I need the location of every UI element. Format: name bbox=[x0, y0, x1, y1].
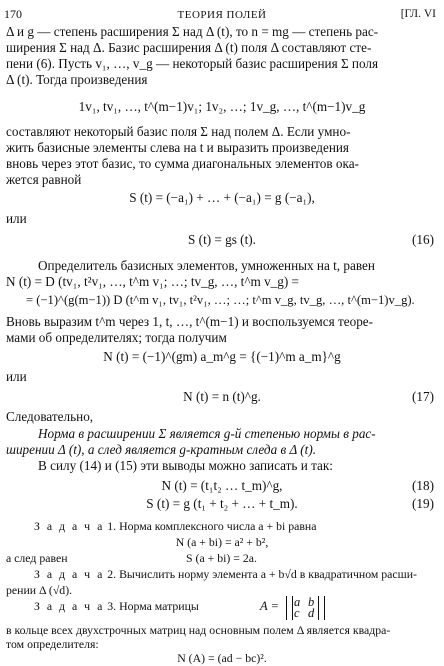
equation-18: N (t) = (t₁t₂ … t_m)^g, bbox=[161, 478, 283, 493]
matrix-cell: b bbox=[308, 595, 315, 609]
task-label: З а д а ч а bbox=[34, 519, 105, 533]
task-text: 3. Норма матрицы bbox=[107, 599, 199, 613]
text-line: В силу (14) и (15) эти выводы можно записать и так: bbox=[38, 458, 333, 473]
text-line: Следовательно, bbox=[6, 409, 94, 424]
text-line: составляют некоторый базис поля Σ над полем Δ. Если умно- bbox=[6, 124, 351, 139]
equation-trace: S (t) = gs (t). bbox=[188, 232, 256, 247]
text-line: жить базисные элементы слева на t и выразить произведения bbox=[6, 140, 349, 155]
theorem-line: ширении Δ (t), а след является g-кратным следа в Δ (t). bbox=[6, 442, 317, 457]
matrix-A bbox=[260, 596, 320, 620]
text-line: Δ и g — степень расширения Σ над Δ (t), то n = mg — степень рас- bbox=[6, 24, 379, 39]
running-title: ТЕОРИЯ ПОЛЕЙ bbox=[177, 9, 267, 21]
equation-number-19: (19) bbox=[412, 496, 434, 511]
equation-determinant-2: = (−1)^(g(m−1)) D (t^m v₁, tv₁, t²v₁, …; …; t^m v_g, tv_g, …, t^(m−1)v_g). bbox=[26, 293, 415, 307]
text-or: или bbox=[6, 369, 27, 384]
text-line: мами об определителях; тогда получим bbox=[6, 330, 227, 345]
text-or: или bbox=[6, 211, 27, 226]
matrix-label: A = bbox=[260, 599, 279, 613]
task-1-after: а след равен bbox=[6, 551, 68, 565]
task-1-equation-2: S (a + bi) = 2a. bbox=[186, 551, 257, 565]
task-label: З а д а ч а bbox=[34, 599, 105, 613]
equation-number-18: (18) bbox=[412, 478, 434, 493]
equation-norm: N (t) = (−1)^(gm) a_m^g = {(−1)^m a_m}^g bbox=[103, 349, 341, 364]
text-line: Δ (t). Тогда произведения bbox=[6, 72, 148, 87]
matrix-cell: c bbox=[294, 606, 300, 620]
equation-basis: 1v₁, tv₁, …, t^(m−1)v₁; 1v₂, …; 1v_g, …, t^(m−1)v_g bbox=[78, 99, 366, 114]
task-3-after: в кольце всех двухстрочных матриц над основным полем Δ является квадра- bbox=[6, 623, 391, 637]
task-3-after: том определителя: bbox=[6, 637, 99, 651]
page-number: 170 bbox=[4, 7, 22, 21]
task-3 bbox=[34, 598, 199, 614]
matrix-cell: a bbox=[294, 595, 301, 609]
equation-19: S (t) = g (t₁ + t₂ + … + t_m). bbox=[146, 496, 298, 511]
matrix-cell: d bbox=[308, 606, 315, 620]
task-1 bbox=[34, 518, 316, 534]
task-label: З а д а ч а bbox=[34, 567, 105, 581]
text-line: вновь через этот базис, то сумма диагональных элементов ока- bbox=[6, 156, 359, 171]
task-text: 1. Норма комплексного числа a + bi равна bbox=[107, 519, 317, 533]
equation-norm-power: N (t) = n (t)^g. bbox=[183, 389, 261, 404]
text-line: Вновь выразим t^m через 1, t, …, t^(m−1) и воспользуемся теоре- bbox=[6, 314, 374, 329]
text-line: жется равной bbox=[6, 172, 82, 187]
equation-determinant-1: N (t) = D (tv₁, t²v₁, …, t^m v₁; …; tv_g, …, t^m v_g) = bbox=[6, 274, 299, 289]
text-line: Определитель базисных элементов, умноженных на t, равен bbox=[38, 258, 375, 273]
task-2 bbox=[34, 566, 417, 582]
task-1-equation: N (a + bi) = a² + b², bbox=[175, 535, 269, 549]
matrix-left-bracket bbox=[286, 596, 293, 620]
task-2-continued: рении Δ (√d). bbox=[6, 583, 73, 597]
text-line: пени (6). Пусть v₁, …, v_g — некоторый базис расширения Σ поля bbox=[6, 56, 379, 71]
equation-number-17: (17) bbox=[412, 389, 434, 404]
matrix-right-bracket bbox=[318, 596, 325, 620]
theorem-line: Норма в расширении Σ является g-й степенью нормы в рас- bbox=[38, 426, 376, 441]
task-3-equation: N (A) = (ad − bc)². bbox=[177, 651, 267, 665]
task-text: 2. Вычислить норму элемента a + b√d в квадратичном расши- bbox=[107, 567, 417, 581]
equation-trace-sum: S (t) = (−a₁) + … + (−a₁) = g (−a₁), bbox=[129, 190, 315, 205]
equation-number-16: (16) bbox=[412, 232, 434, 247]
text-line: ширения Σ над Δ. Базис расширения Δ (t) поля Δ составляют сте- bbox=[6, 40, 372, 55]
chapter-label: [ГЛ. VI bbox=[400, 8, 436, 20]
